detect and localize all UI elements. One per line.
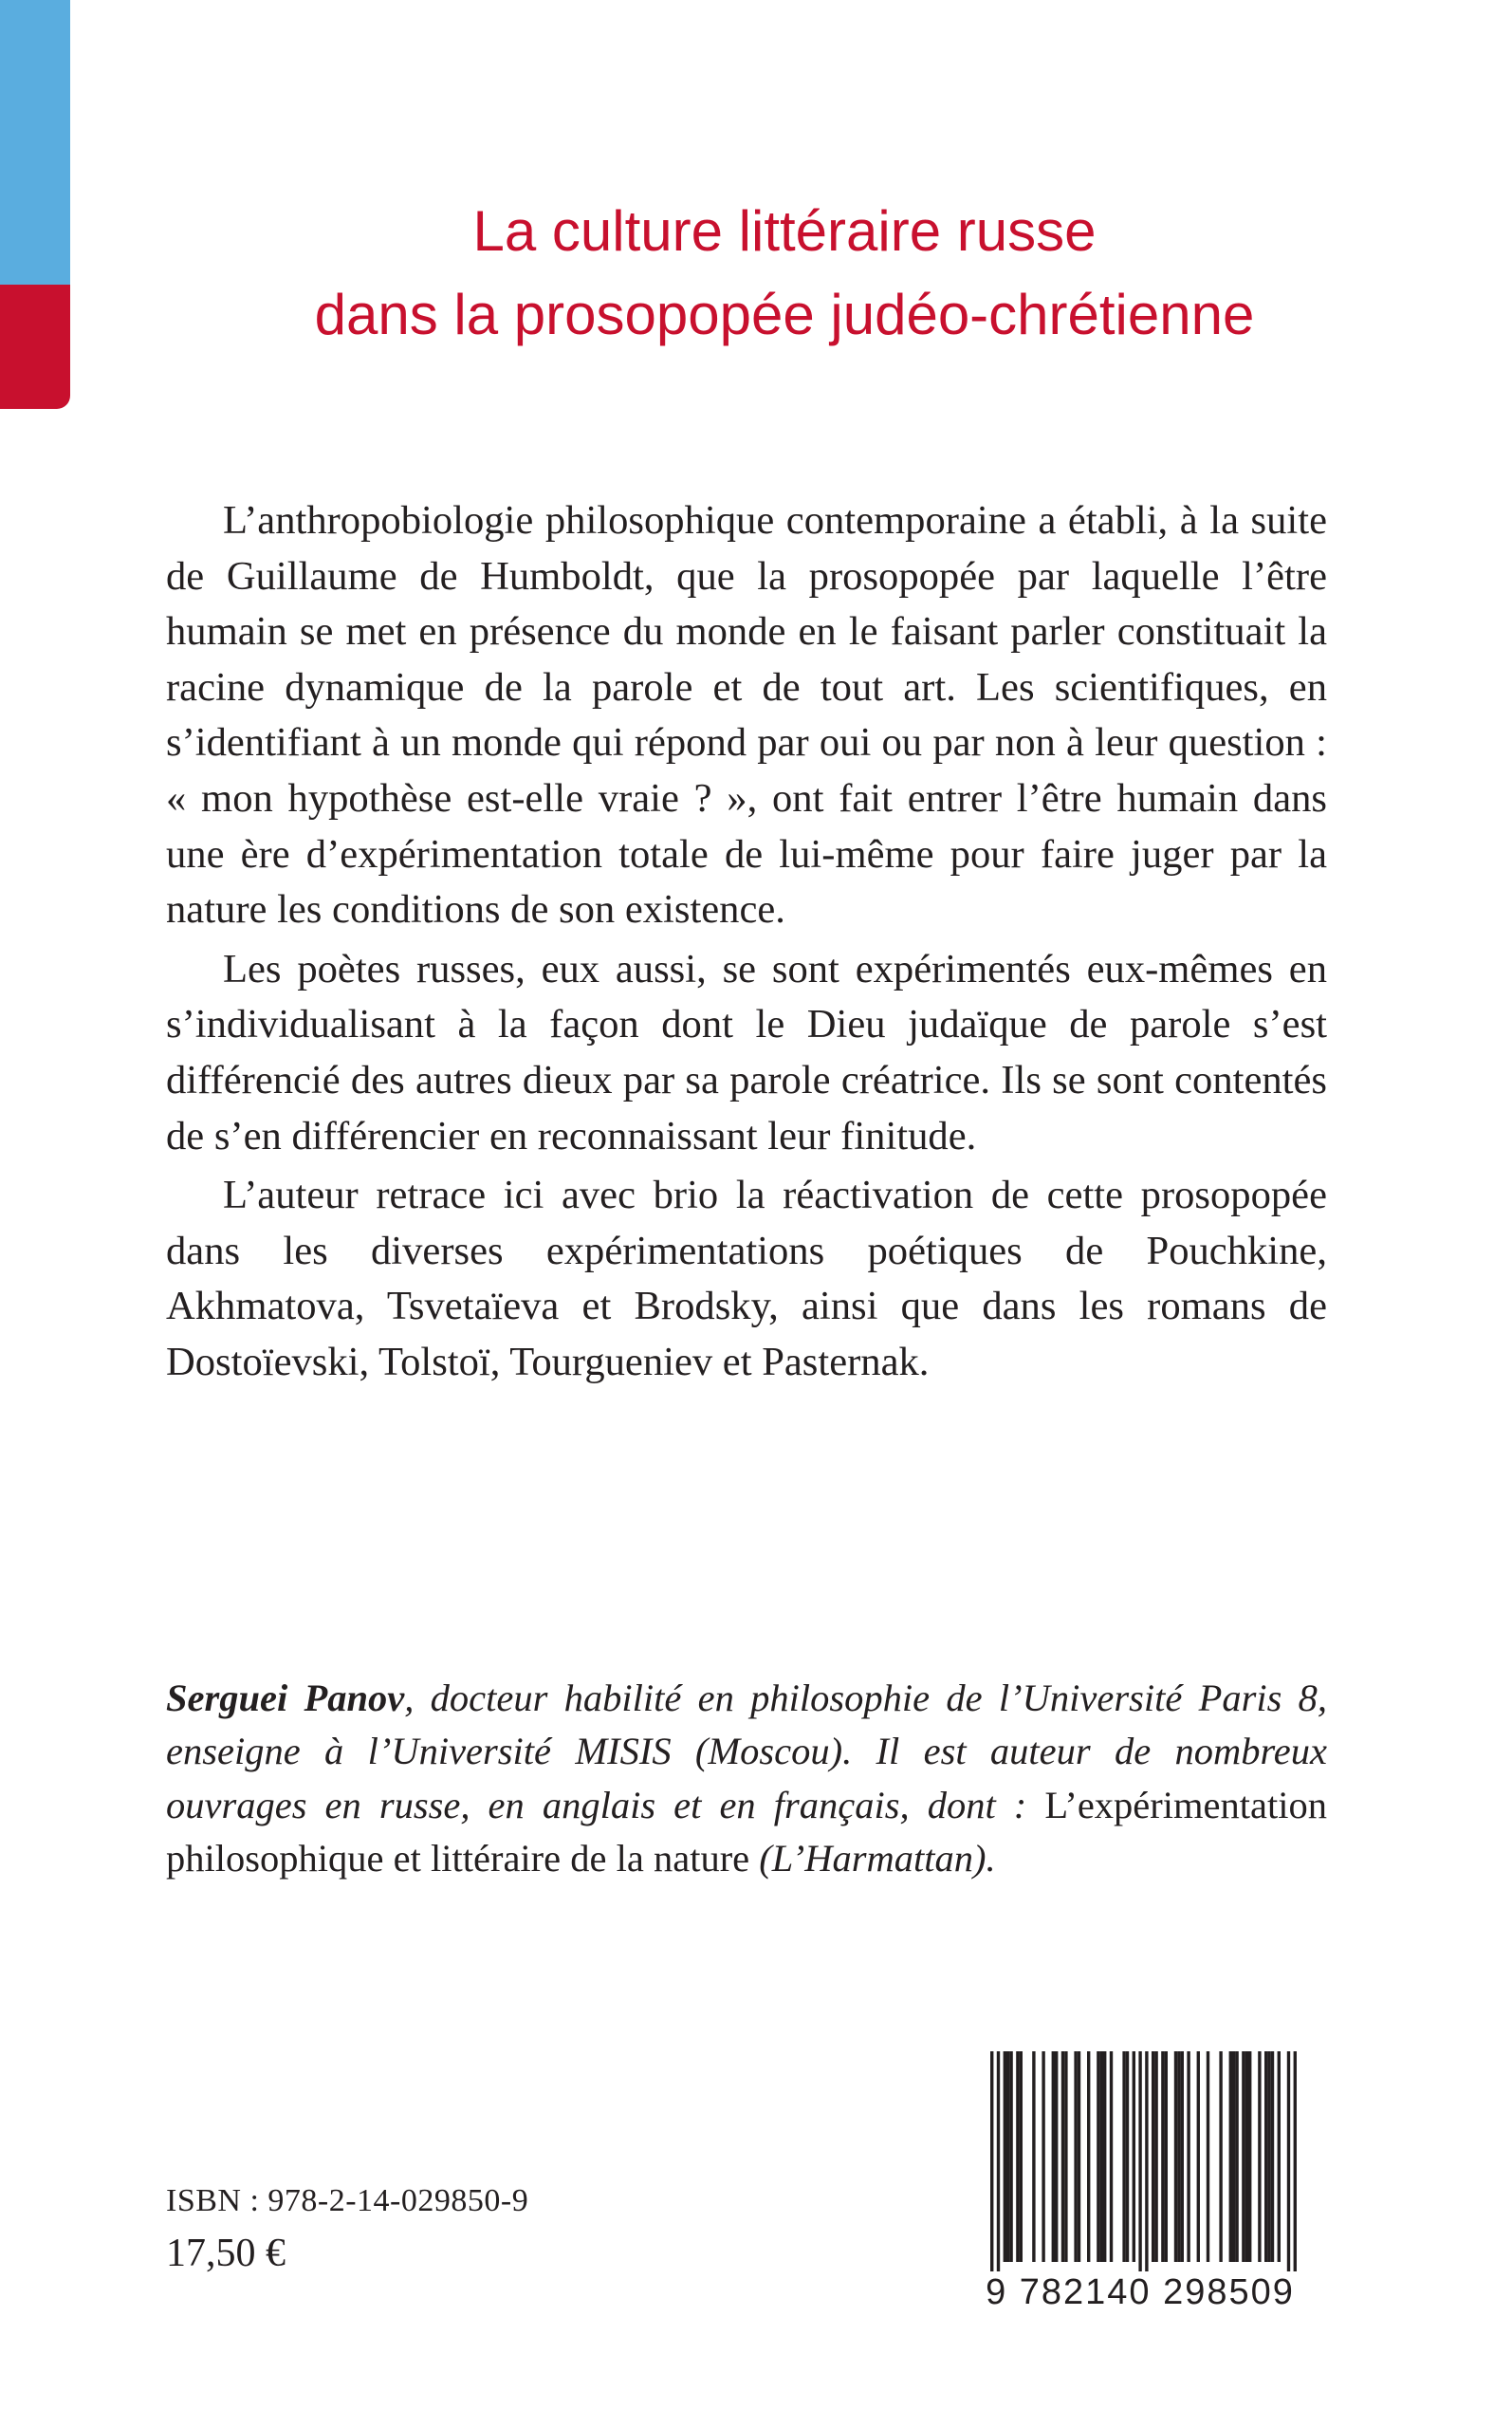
author-book-publisher: (L’Harmattan). [749, 1837, 996, 1881]
summary-paragraph-3: L’auteur retrace ici avec brio la réactivation de cette prosopopée dans les diverses expérimentations poétiques de Pouchkine, Akhmatova, Tsvetaïeva et Brodsky, ainsi que dans les romans de Dostoïevski, Tolstoï, Tourgueniev et Pasternak. [166, 1173, 1327, 1384]
barcode-bar [1258, 2051, 1261, 2262]
author-bio [166, 1672, 1327, 1886]
book-title [114, 190, 1455, 357]
summary-paragraph-1: L’anthropobiologie philosophique contemporaine a établi, à la suite de Guillaume de Humboldt, que la prosopopée par laquelle l’être humain se met en présence du monde en le faisant parler constituait la racine dynamique de la parole et de tout art. Les scientifiques, en s’identifiant à un monde qui répond par oui ou par non à leur question : « mon hypothèse est-elle vraie ? », ont fait entrer l’être humain dans une ère d’expérimentation totale de lui-même pour faire juger par la nature les conditions de son existence. [166, 498, 1327, 933]
barcode-bar [1187, 2051, 1189, 2262]
summary-text [166, 493, 1327, 1391]
summary-paragraph-2: Les poètes russes, eux aussi, se sont expérimentés eux-mêmes en s’individualisant à la façon dont le Dieu judaïque de parole s’est différencié des autres dieux par sa parole créatrice. Ils se sont contentés de s’en différencier en reconnaissant leur finitude. [166, 946, 1327, 1158]
spine-tab-blue [0, 0, 70, 285]
barcode-bar [1267, 2051, 1270, 2262]
barcode-bar [1061, 2051, 1064, 2262]
barcode-bar [1264, 2051, 1267, 2262]
author-book-title: L’expérimentation philosophique et littéraire de la nature [166, 1783, 1327, 1881]
barcode-bar [1232, 2051, 1235, 2262]
barcode-bar [1100, 2051, 1103, 2262]
barcode-bar [1138, 2051, 1141, 2271]
barcode-bar [1271, 2051, 1274, 2262]
barcode [958, 2051, 1322, 2319]
barcode-bar [1052, 2051, 1055, 2262]
barcode-bar [1133, 2051, 1135, 2262]
barcode-bar [1122, 2051, 1125, 2262]
spine-tab-red [0, 285, 70, 409]
barcode-bar [1154, 2051, 1157, 2262]
barcode-bar [1032, 2051, 1035, 2262]
barcode-bar [1152, 2051, 1154, 2262]
barcode-bar [1242, 2051, 1245, 2262]
book-title-line-2: dans la prosopopée judéo-chrétienne [314, 283, 1255, 346]
barcode-bar [1181, 2051, 1184, 2262]
barcode-bar [997, 2051, 1000, 2271]
barcode-bar [1016, 2051, 1019, 2262]
author-name: Serguei Panov [166, 1677, 405, 1719]
barcode-bar [1009, 2051, 1012, 2262]
author-bio-text: , docteur habilité en philosophie de l’Université Paris 8, enseigne à l’Université MISIS (Moscou). Il est auteur de nombreux ouvrages en russe, en anglais et en français, dont : [166, 1677, 1327, 1826]
isbn-label: ISBN : 978-2-14-029850-9 [166, 2183, 529, 2218]
barcode-bar [1103, 2051, 1106, 2262]
book-title-line-1: La culture littéraire russe [472, 199, 1097, 263]
barcode-bar [1278, 2051, 1281, 2262]
barcode-bar [1287, 2051, 1290, 2271]
barcode-bar [1294, 2051, 1297, 2271]
barcode-bar [1042, 2051, 1044, 2262]
barcode-bars [958, 2051, 1322, 2271]
barcode-bar [1174, 2051, 1177, 2262]
barcode-bar [1235, 2051, 1238, 2262]
barcode-digits: 9 782140 298509 [986, 2272, 1295, 2312]
barcode-bar [1219, 2051, 1222, 2262]
barcode-bar [1006, 2051, 1009, 2262]
barcode-bar [1055, 2051, 1058, 2262]
barcode-bar [1207, 2051, 1209, 2262]
barcode-bar [1064, 2051, 1067, 2262]
price-label: 17,50 € [166, 2232, 286, 2275]
barcode-bar [1245, 2051, 1248, 2262]
barcode-bar [1165, 2051, 1168, 2262]
barcode-bar [1197, 2051, 1200, 2262]
barcode-bar [1161, 2051, 1164, 2262]
barcode-bar [990, 2051, 993, 2271]
barcode-bar [1110, 2051, 1113, 2262]
barcode-bar [1097, 2051, 1099, 2262]
barcode-bar [1177, 2051, 1180, 2262]
barcode-bar [1229, 2051, 1232, 2262]
barcode-bar [1074, 2051, 1077, 2262]
barcode-bar [1145, 2051, 1148, 2271]
barcode-bar [1087, 2051, 1090, 2262]
barcode-bar [1020, 2051, 1023, 2262]
barcode-bar [1126, 2051, 1129, 2262]
barcode-bar [1248, 2051, 1251, 2262]
barcode-bar [1004, 2051, 1006, 2262]
barcode-bar [1078, 2051, 1080, 2262]
